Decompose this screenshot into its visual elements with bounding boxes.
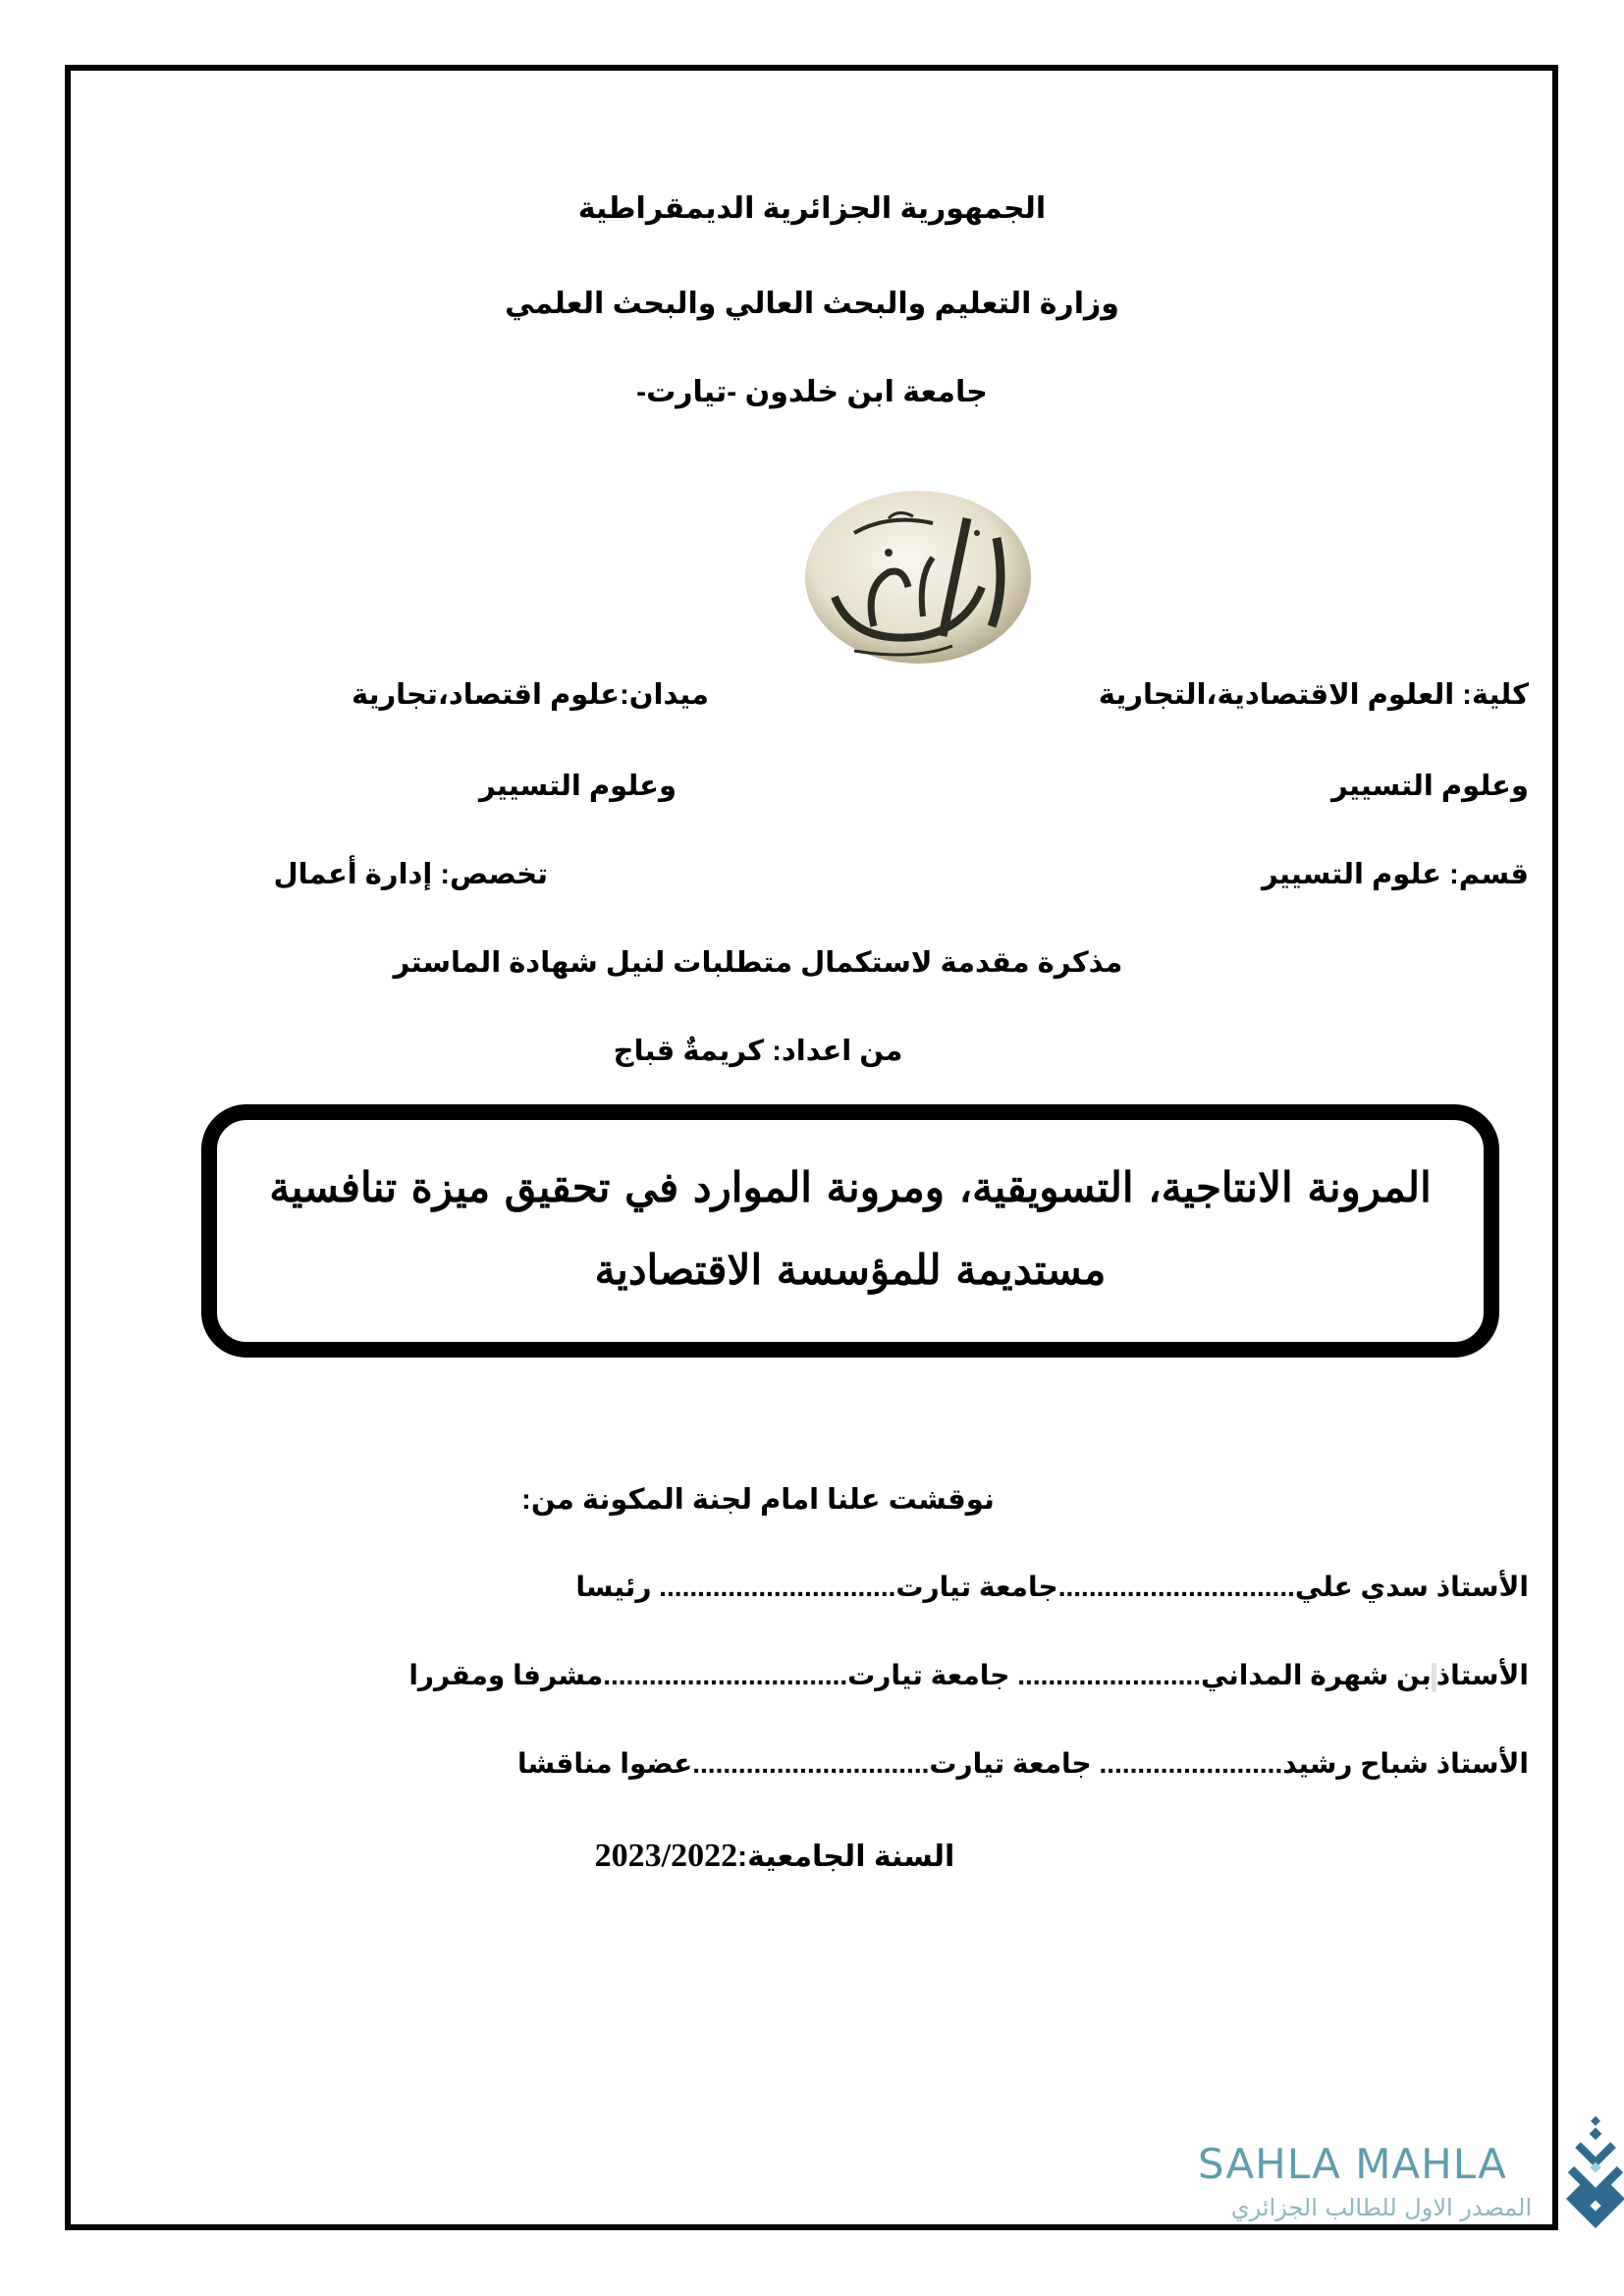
committee-member-row	[517, 1747, 1529, 1780]
thesis-title-box	[201, 1104, 1499, 1358]
academic-year-label: السنة الجامعية:	[737, 1841, 955, 1873]
faculty-line1: كلية: العلوم الاقتصادية،التجارية	[1098, 679, 1529, 711]
member-name: بن شهرة المداني	[1200, 1660, 1432, 1690]
member-role: .عضوا مناقشا	[516, 1748, 701, 1779]
committee-member-row	[408, 1659, 1529, 1692]
faculty-line2: وعلوم التسيير	[1330, 771, 1529, 802]
member-name: الأستاذ شباح رشيد	[1282, 1748, 1529, 1779]
thesis-purpose: مذكرة مقدمة لاستكمال متطلبات لنيل شهادة الماستر	[393, 947, 1123, 979]
ministry-heading: وزارة التعليم والبحث العالي والبحث العلمي	[505, 288, 1119, 320]
sahla-mahla-emblem-icon	[1566, 2115, 1624, 2238]
thesis-author: من اعداد: كريمةٌ قباج	[613, 1036, 903, 1067]
academic-year	[0, 1838, 1587, 1875]
committee-heading: نوقشت علنا امام لجنة المكونة من:	[521, 1484, 995, 1516]
dots-leader: ..............................	[700, 1748, 930, 1779]
member-role: رئيسا	[575, 1572, 660, 1602]
member-title: الأستاذ	[1435, 1660, 1529, 1690]
member-institution: .جامعة تيارت	[895, 1572, 1066, 1602]
university-calligraphy-emblem-icon	[795, 479, 1046, 666]
academic-year-value: 2023/2022	[594, 1838, 738, 1874]
thesis-title-line2: مستديمة للمؤسسة الاقتصادية	[594, 1246, 1107, 1294]
dots-leader: ...............................	[659, 1572, 896, 1602]
member-institution: جامعة تيارت	[847, 1660, 1018, 1690]
dots-leader: ........................	[1017, 1660, 1201, 1690]
field-line2: وعلوم التسيير	[478, 771, 677, 802]
department-label: قسم: علوم التسيير	[1262, 859, 1529, 890]
thesis-title-line1: المرونة الانتاجية، التسويقية، ومرونة الموارد في تحقيق ميزة تنافسية	[269, 1163, 1432, 1211]
committee-member-row	[575, 1571, 1529, 1603]
dots-leader: ...............................	[611, 1660, 848, 1690]
watermark-tagline: المصدر الاول للطالب الجزائري	[1230, 2194, 1533, 2221]
watermark-brand: SAHLA MAHLA	[1198, 2140, 1507, 2188]
dots-leader: ........................	[1099, 1748, 1283, 1779]
republic-heading: الجمهورية الجزائرية الديمقراطية	[577, 192, 1047, 225]
sahla-mahla-watermark	[1178, 2091, 1624, 2248]
field-line1: ميدان:علوم اقتصاد،تجارية	[351, 679, 709, 711]
member-institution: جامعة تيارت	[929, 1748, 1100, 1779]
university-heading: جامعة ابن خلدون -تيارت-	[636, 376, 988, 408]
specialty-label: تخصص: إدارة أعمال	[273, 859, 548, 890]
member-name: الأستاذ سدي علي	[1294, 1572, 1529, 1602]
member-role: .مشرفا ومقررا	[408, 1660, 611, 1690]
dots-leader: ..............................	[1065, 1572, 1295, 1602]
